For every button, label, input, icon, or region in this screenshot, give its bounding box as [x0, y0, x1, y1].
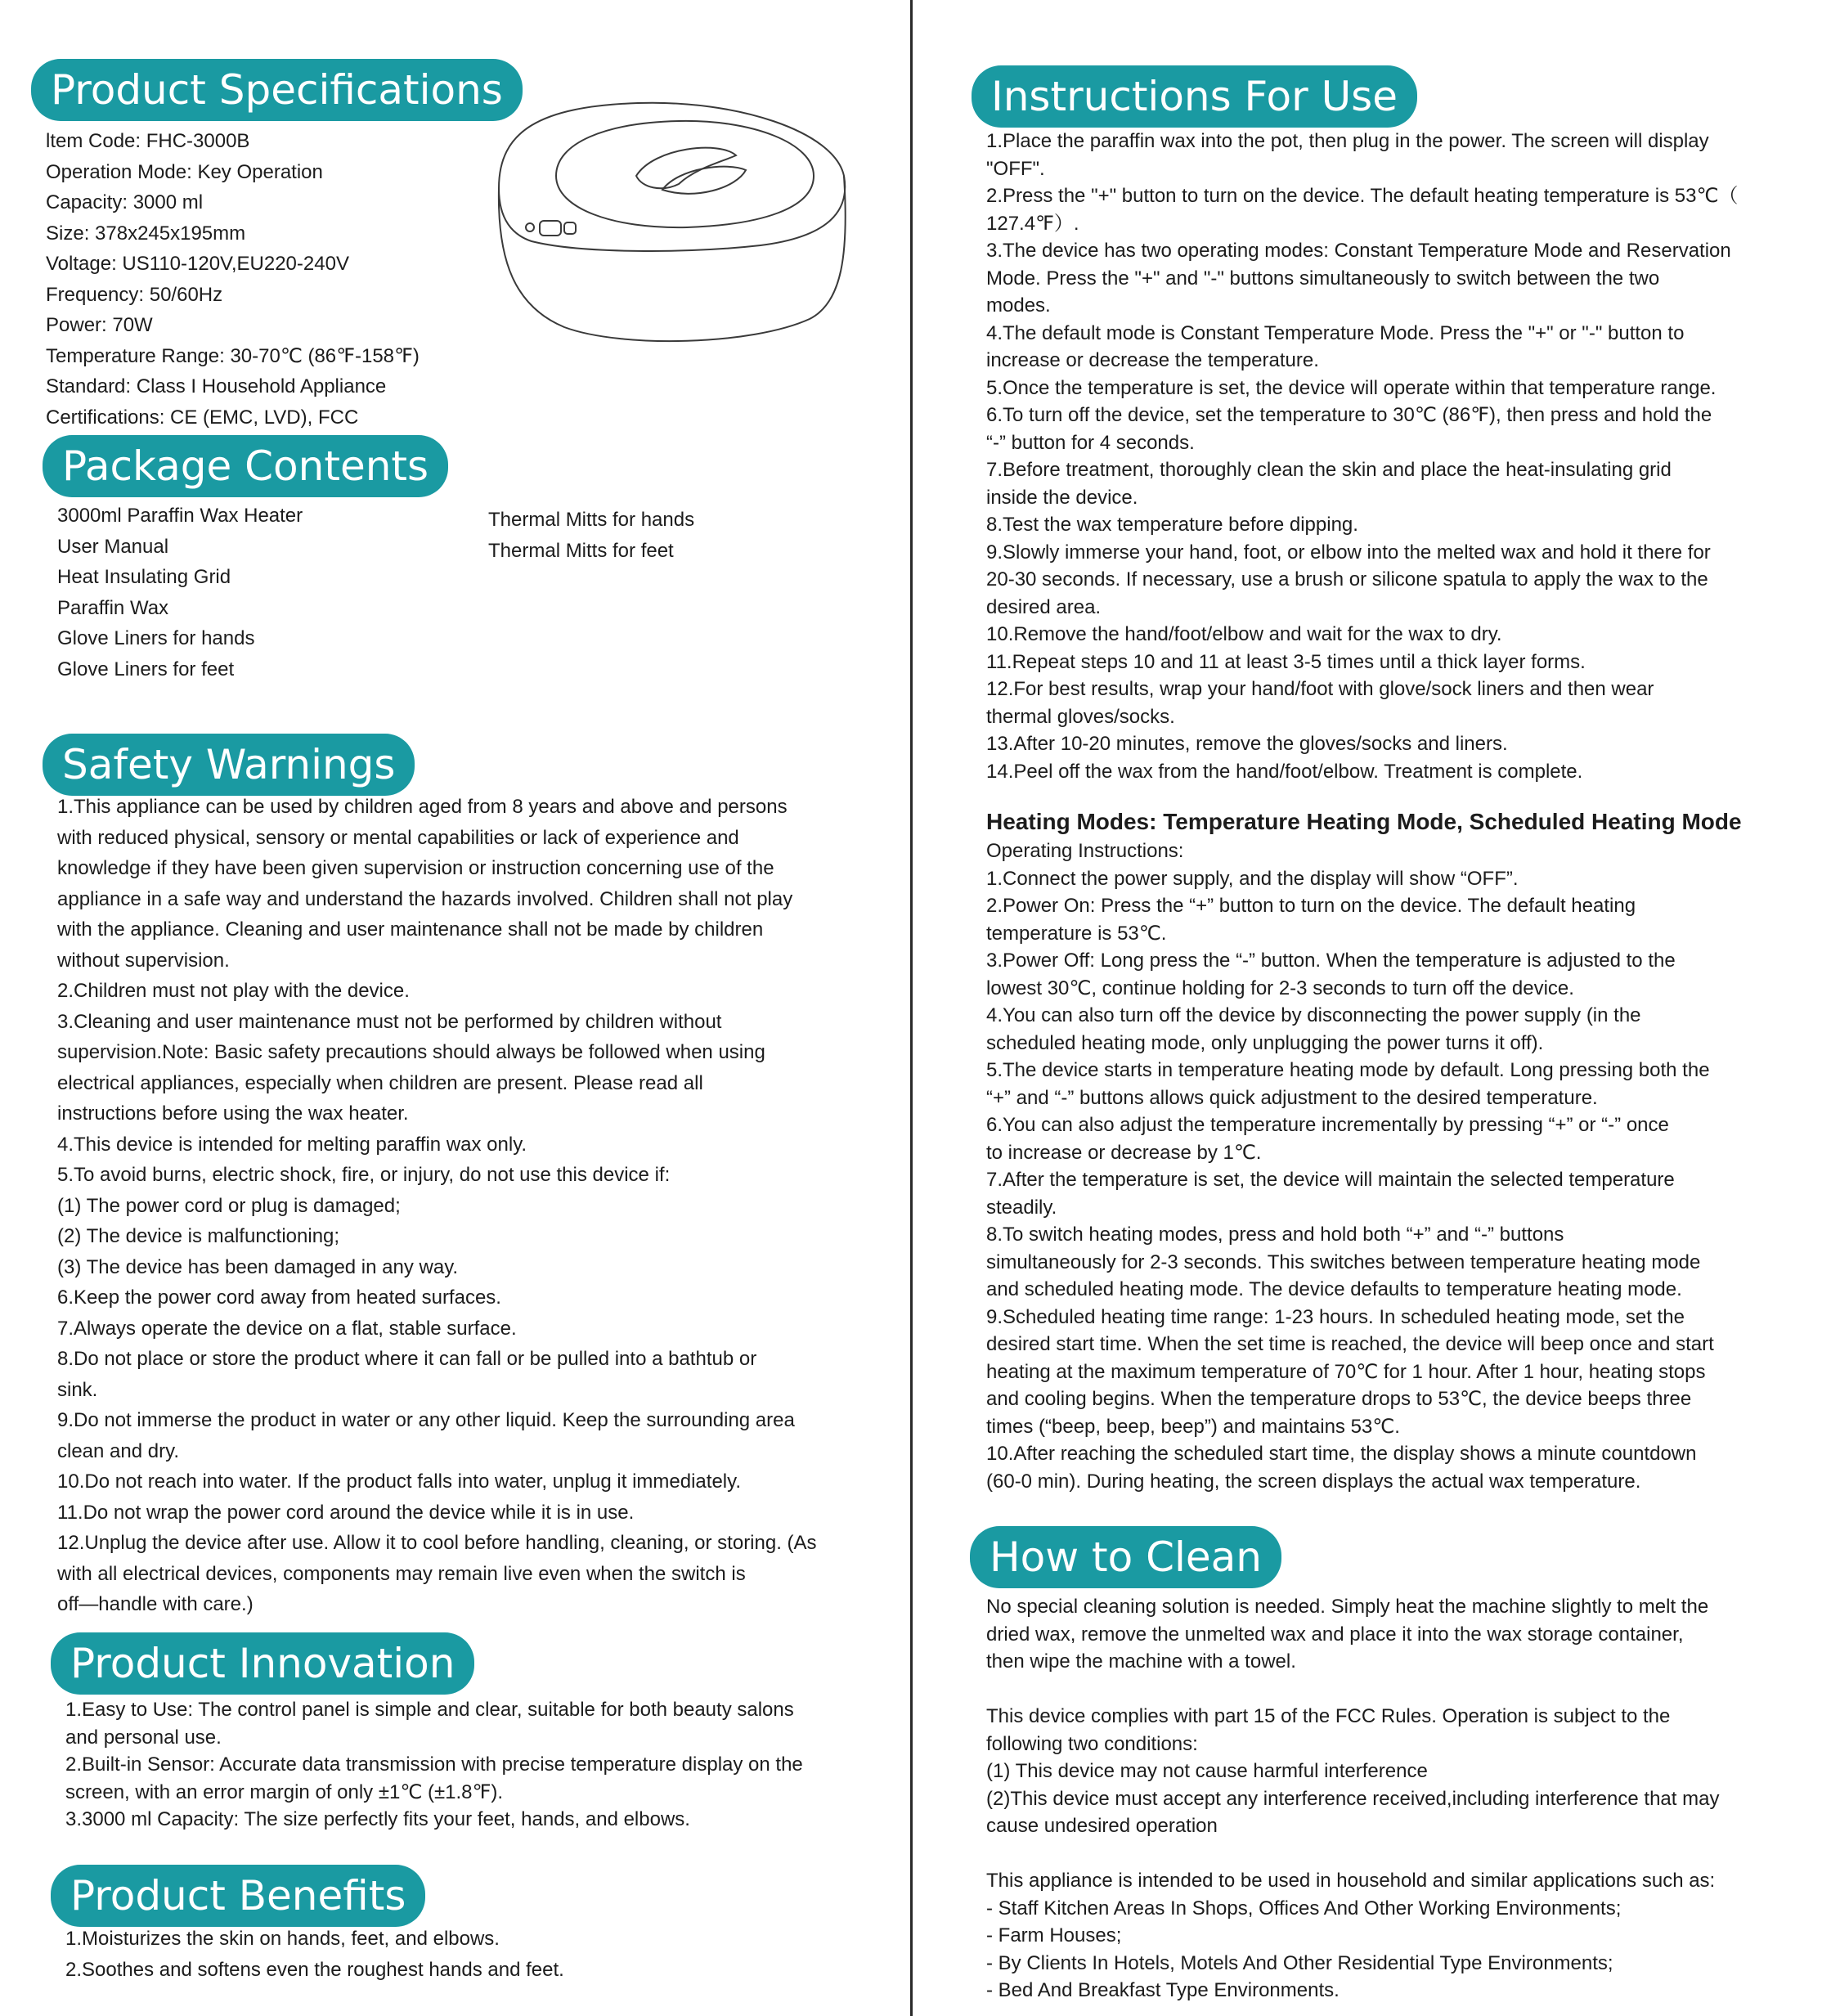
warning-line: supervision.Note: Basic safety precautions should always be followed when using [57, 1041, 765, 1063]
instruction-line: "OFF". [986, 157, 1045, 180]
clean-line: - Bed And Breakfast Type Environments. [986, 1979, 1340, 2001]
heating-modes-heading: Heating Modes: Temperature Heating Mode, Scheduled Heating Mode [986, 809, 1742, 834]
instruction-line: modes. [986, 294, 1051, 317]
clean-line: (1) This device may not cause harmful interference [986, 1760, 1428, 1782]
warning-line: 7.Always operate the device on a flat, stable surface. [57, 1317, 517, 1340]
package-item: Thermal Mitts for hands [488, 509, 695, 531]
heating-line: 5.The device starts in temperature heating mode by default. Long pressing both the [986, 1059, 1710, 1081]
package-item: Heat Insulating Grid [57, 566, 231, 588]
package-contents-list-1 [57, 501, 303, 685]
instruction-line: 127.4℉）. [986, 212, 1079, 235]
spec-line: Voltage: US110-120V,EU220-240V [46, 253, 349, 275]
heating-line: to increase or decrease by 1℃. [986, 1141, 1262, 1164]
heating-line: Operating Instructions: [986, 840, 1184, 862]
warning-line: (2) The device is malfunctioning; [57, 1225, 340, 1247]
innovation-line: 3.3000 ml Capacity: The size perfectly fits your feet, hands, and elbows. [65, 1808, 690, 1830]
heating-line: times (“beep, beep, beep”) and maintains 53℃. [986, 1415, 1400, 1438]
product-specifications-list [46, 126, 420, 433]
innovation-line: screen, with an error margin of only ±1℃ (±1.8℉). [65, 1780, 503, 1803]
spec-line: ltem Code: FHC-3000B [46, 130, 250, 152]
heating-line: 7.After the temperature is set, the device will maintain the selected temperature [986, 1169, 1675, 1191]
warning-line: sink. [57, 1378, 98, 1401]
warning-line: 9.Do not immerse the product in water or any other liquid. Keep the surrounding area [57, 1409, 795, 1431]
spacer [986, 1840, 1719, 1868]
instruction-line: desired area. [986, 595, 1102, 618]
clean-line: No special cleaning solution is needed. Simply heat the machine slightly to melt the [986, 1596, 1709, 1618]
heating-line: 3.Power Off: Long press the “-” button. When the temperature is adjusted to the [986, 950, 1676, 972]
heating-line: (60-0 min). During heating, the screen displays the actual wax temperature. [986, 1470, 1641, 1493]
package-item: Glove Liners for hands [57, 627, 255, 649]
heating-line: 8.To switch heating modes, press and hold both “+” and “-” buttons [986, 1224, 1564, 1246]
warning-line: clean and dry. [57, 1439, 179, 1462]
warning-line: 6.Keep the power cord away from heated surfaces. [57, 1286, 501, 1309]
clean-line: cause undesired operation [986, 1815, 1218, 1837]
clean-line: - Farm Houses; [986, 1924, 1122, 1946]
spacer [986, 1676, 1719, 1704]
innovation-line: 2.Built-in Sensor: Accurate data transmission with precise temperature display on the [65, 1753, 803, 1776]
heating-line: simultaneously for 2-3 seconds. This switches between temperature heating mode [986, 1250, 1701, 1273]
instruction-line: inside the device. [986, 486, 1138, 509]
instruction-line: 14.Peel off the wax from the hand/foot/elbow. Treatment is complete. [986, 760, 1583, 783]
instruction-line: 6.To turn off the device, set the temperature to 30℃ (86℉), then press and hold the [986, 404, 1712, 426]
warning-line: 3.Cleaning and user maintenance must not be performed by children without [57, 1010, 722, 1033]
instruction-line: 11.Repeat steps 10 and 11 at least 3-5 times until a thick layer forms. [986, 650, 1586, 673]
instruction-line: thermal gloves/socks. [986, 705, 1175, 728]
benefit-line: 2.Soothes and softens even the roughest hands and feet. [65, 1958, 564, 1981]
warning-line: off—handle with care.) [57, 1593, 254, 1615]
warning-line: electrical appliances, especially when children are present. Please read all [57, 1071, 703, 1094]
instructions-for-use-heading: Instructions For Use [972, 65, 1417, 128]
heating-line: temperature is 53℃. [986, 922, 1167, 945]
warning-line: 2.Children must not play with the device. [57, 980, 410, 1002]
instruction-line: 20-30 seconds. If necessary, use a brush or silicone spatula to apply the wax to the [986, 568, 1708, 590]
warning-line: instructions before using the wax heater. [57, 1102, 409, 1125]
warning-line: knowledge if they have been given supervision or instruction concerning use of the [57, 857, 774, 879]
instruction-line: 7.Before treatment, thoroughly clean the skin and place the heat-insulating grid [986, 459, 1672, 481]
spec-line: Operation Mode: Key Operation [46, 160, 323, 183]
instruction-line: 4.The default mode is Constant Temperature Mode. Press the "+" or "-" button to [986, 321, 1685, 344]
spec-line: Size: 378x245x195mm [46, 222, 246, 245]
heating-line: 4.You can also turn off the device by disconnecting the power supply (in the [986, 1004, 1641, 1026]
package-contents-list-2 [488, 505, 694, 566]
product-innovation-heading: Product Innovation [51, 1632, 474, 1695]
heating-line: lowest 30℃, continue holding for 2-3 seconds to turn off the device. [986, 977, 1574, 999]
spec-line: Certifications: CE (EMC, LVD), FCC [46, 406, 359, 429]
warning-line: 11.Do not wrap the power cord around the device while it is in use. [57, 1501, 635, 1524]
innovation-line: and personal use. [65, 1726, 222, 1749]
package-item: Glove Liners for feet [57, 658, 235, 680]
package-item: 3000ml Paraffin Wax Heater [57, 505, 303, 527]
spec-line: Capacity: 3000 ml [46, 191, 204, 213]
heating-modes-list [986, 837, 1714, 1495]
warning-line: 1.This appliance can be used by children aged from 8 years and above and persons [57, 796, 788, 818]
warning-line: with the appliance. Cleaning and user maintenance shall not be made by children [57, 918, 764, 941]
instruction-line: 13.After 10-20 minutes, remove the gloves/socks and liners. [986, 733, 1508, 755]
instruction-line: 5.Once the temperature is set, the device will operate within that temperature range. [986, 376, 1717, 399]
how-to-clean-heading: How to Clean [970, 1526, 1281, 1588]
clean-line: (2)This device must accept any interference received,including interference that may [986, 1787, 1720, 1810]
warning-line: (3) The device has been damaged in any way. [57, 1255, 459, 1278]
instruction-line: increase or decrease the temperature. [986, 349, 1319, 371]
spec-line: Temperature Range: 30-70℃ (86℉-158℉) [46, 344, 420, 367]
instruction-line: Mode. Press the "+" and "-" buttons simultaneously to switch between the two [986, 267, 1660, 290]
clean-line: dried wax, remove the unmelted wax and place it into the wax storage container, [986, 1623, 1684, 1646]
column-divider [910, 0, 913, 2016]
package-item: Paraffin Wax [57, 596, 169, 619]
heating-line: 10.After reaching the scheduled start time, the display shows a minute countdown [986, 1443, 1697, 1465]
clean-line: This device complies with part 15 of the FCC Rules. Operation is subject to the [986, 1705, 1671, 1727]
warning-line: 4.This device is intended for melting paraffin wax only. [57, 1133, 527, 1156]
instruction-line: 10.Remove the hand/foot/elbow and wait for the wax to dry. [986, 623, 1502, 645]
package-item: User Manual [57, 535, 169, 558]
instruction-line: 1.Place the paraffin wax into the pot, then plug in the power. The screen will display [986, 130, 1709, 152]
warning-line: with all electrical devices, components may remain live even when the switch is [57, 1562, 746, 1585]
heating-line: and cooling begins. When the temperature drops to 53℃, the device beeps three [986, 1388, 1692, 1410]
heating-line: steadily. [986, 1196, 1057, 1219]
instruction-line: “-” button for 4 seconds. [986, 431, 1195, 454]
instruction-line: 12.For best results, wrap your hand/foot with glove/sock liners and then wear [986, 678, 1654, 700]
clean-line: - Staff Kitchen Areas In Shops, Offices And Other Working Environments; [986, 1897, 1622, 1919]
package-item: Thermal Mitts for feet [488, 539, 674, 562]
warning-line: with reduced physical, sensory or mental capabilities or lack of experience and [57, 826, 739, 849]
warning-line: 12.Unplug the device after use. Allow it to cool before handling, cleaning, or storing. (As [57, 1532, 817, 1554]
warning-line: (1) The power cord or plug is damaged; [57, 1194, 401, 1217]
clean-line: This appliance is intended to be used in household and similar applications such as: [986, 1870, 1716, 1892]
heating-line: desired start time. When the set time is reached, the device will beep once and start [986, 1333, 1714, 1355]
heating-line: 6.You can also adjust the temperature incrementally by pressing “+” or “-” once [986, 1114, 1669, 1136]
heating-line: heating at the maximum temperature of 70℃ for 1 hour. After 1 hour, heating stops [986, 1360, 1706, 1383]
wax-heater-illustration [491, 98, 850, 384]
instruction-line: 9.Slowly immerse your hand, foot, or elbow into the melted wax and hold it there for [986, 541, 1711, 563]
product-benefits-list [65, 1924, 564, 1985]
instruction-line: 3.The device has two operating modes: Constant Temperature Mode and Reservation [986, 240, 1731, 262]
spec-line: Standard: Class I Household Appliance [46, 375, 387, 397]
safety-warnings-heading: Safety Warnings [43, 734, 415, 796]
heating-line: 9.Scheduled heating time range: 1-23 hours. In scheduled heating mode, set the [986, 1305, 1685, 1328]
heating-line: “+” and “-” buttons allows quick adjustment to the desired temperature. [986, 1086, 1598, 1109]
safety-warnings-list [57, 792, 817, 1620]
package-contents-heading: Package Contents [43, 435, 448, 497]
innovation-line: 1.Easy to Use: The control panel is simple and clear, suitable for both beauty salons [65, 1699, 794, 1721]
warning-line: without supervision. [57, 949, 230, 972]
heating-line: scheduled heating mode, only unplugging the power turns it off). [986, 1031, 1544, 1054]
heating-line: and scheduled heating mode. The device defaults to temperature heating mode. [986, 1278, 1682, 1300]
clean-line: - By Clients In Hotels, Motels And Other Residential Type Environments; [986, 1951, 1613, 1974]
product-specifications-heading: Product Specifications [31, 59, 523, 121]
clean-line: then wipe the machine with a towel. [986, 1650, 1296, 1673]
benefit-line: 1.Moisturizes the skin on hands, feet, and elbows. [65, 1928, 500, 1950]
product-innovation-list [65, 1696, 803, 1834]
product-benefits-heading: Product Benefits [51, 1865, 425, 1927]
heating-line: 2.Power On: Press the “+” button to turn on the device. The default heating [986, 895, 1636, 917]
warning-line: 5.To avoid burns, electric shock, fire, or injury, do not use this device if: [57, 1164, 671, 1186]
how-to-clean-list [986, 1593, 1719, 2005]
spec-line: Power: 70W [46, 314, 153, 336]
clean-line: following two conditions: [986, 1732, 1198, 1755]
instruction-line: 8.Test the wax temperature before dipping. [986, 514, 1358, 536]
instruction-line: 2.Press the "+" button to turn on the device. The default heating temperature is 53℃（ [986, 185, 1739, 207]
warning-line: 8.Do not place or store the product where it can fall or be pulled into a bathtub or [57, 1348, 757, 1370]
spec-line: Frequency: 50/60Hz [46, 283, 223, 306]
warning-line: appliance in a safe way and understand the hazards involved. Children shall not play [57, 887, 793, 910]
instructions-list [986, 128, 1738, 785]
warning-line: 10.Do not reach into water. If the product falls into water, unplug it immediately. [57, 1470, 742, 1493]
heating-line: 1.Connect the power supply, and the display will show “OFF”. [986, 867, 1519, 890]
